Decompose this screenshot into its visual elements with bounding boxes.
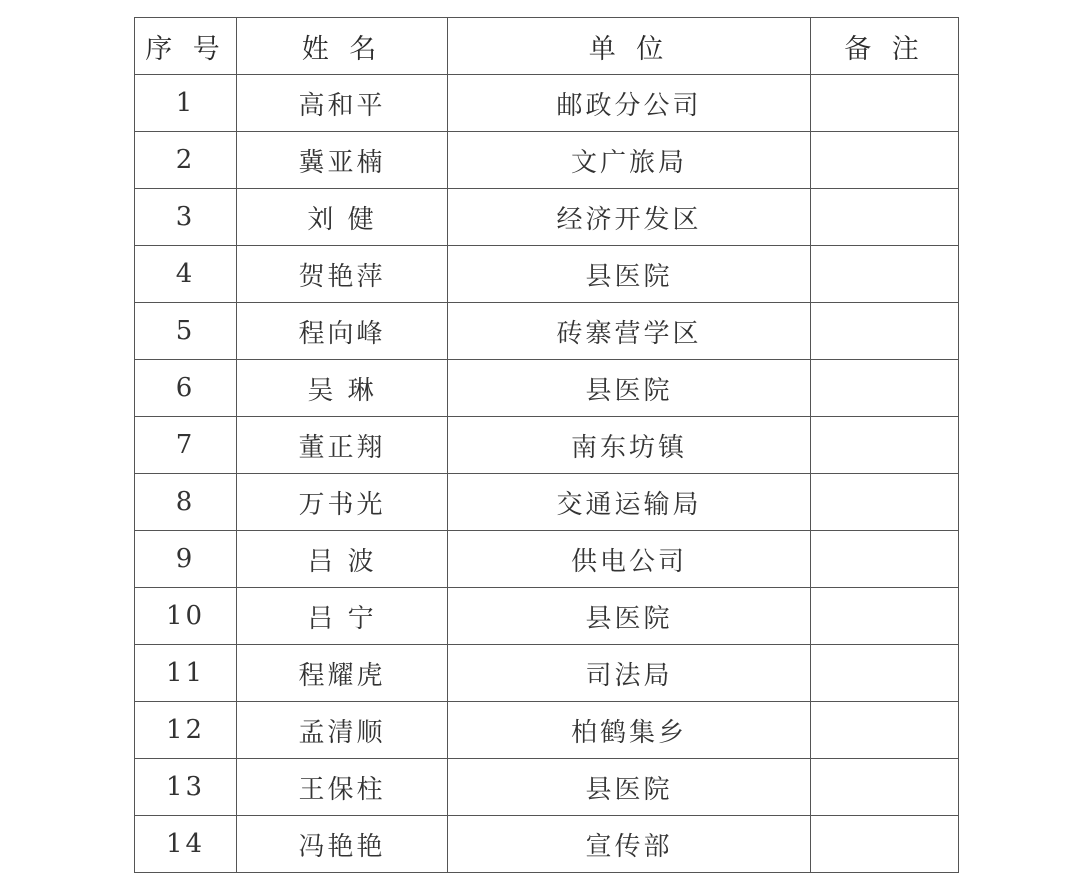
cell-unit: 经济开发区 [448, 189, 811, 246]
cell-number: 2 [135, 132, 237, 189]
header-number: 序 号 [135, 18, 237, 75]
cell-note [811, 303, 959, 360]
cell-name: 吕 波 [237, 531, 448, 588]
cell-note [811, 702, 959, 759]
cell-unit: 县医院 [448, 588, 811, 645]
cell-name: 孟清顺 [237, 702, 448, 759]
table-row [135, 474, 959, 531]
cell-unit: 文广旅局 [448, 132, 811, 189]
cell-number: 13 [135, 759, 237, 816]
table-row [135, 75, 959, 132]
table-row [135, 702, 959, 759]
table-row [135, 132, 959, 189]
table-row [135, 360, 959, 417]
header-unit: 单 位 [448, 18, 811, 75]
cell-number: 3 [135, 189, 237, 246]
cell-note [811, 189, 959, 246]
cell-note [811, 75, 959, 132]
cell-note [811, 360, 959, 417]
cell-note [811, 645, 959, 702]
cell-name: 刘 健 [237, 189, 448, 246]
cell-number: 6 [135, 360, 237, 417]
cell-name: 贺艳萍 [237, 246, 448, 303]
cell-name: 吕 宁 [237, 588, 448, 645]
cell-name: 程耀虎 [237, 645, 448, 702]
cell-note [811, 417, 959, 474]
cell-name: 程向峰 [237, 303, 448, 360]
table-row [135, 417, 959, 474]
roster-table [134, 17, 959, 873]
cell-name: 冯艳艳 [237, 816, 448, 873]
cell-name: 董正翔 [237, 417, 448, 474]
cell-unit: 县医院 [448, 360, 811, 417]
cell-number: 9 [135, 531, 237, 588]
table-row [135, 303, 959, 360]
header-name: 姓 名 [237, 18, 448, 75]
cell-number: 11 [135, 645, 237, 702]
table-row [135, 645, 959, 702]
header-row [135, 18, 959, 75]
cell-number: 8 [135, 474, 237, 531]
cell-unit: 县医院 [448, 759, 811, 816]
cell-unit: 柏鹤集乡 [448, 702, 811, 759]
cell-note [811, 531, 959, 588]
roster-body [135, 75, 959, 873]
cell-note [811, 588, 959, 645]
cell-number: 5 [135, 303, 237, 360]
cell-number: 10 [135, 588, 237, 645]
cell-unit: 交通运输局 [448, 474, 811, 531]
cell-number: 1 [135, 75, 237, 132]
cell-number: 12 [135, 702, 237, 759]
cell-note [811, 816, 959, 873]
table-row [135, 189, 959, 246]
cell-unit: 司法局 [448, 645, 811, 702]
cell-unit: 邮政分公司 [448, 75, 811, 132]
cell-number: 7 [135, 417, 237, 474]
cell-name: 吴 琳 [237, 360, 448, 417]
cell-unit: 南东坊镇 [448, 417, 811, 474]
cell-name: 高和平 [237, 75, 448, 132]
table-row [135, 246, 959, 303]
cell-name: 王保柱 [237, 759, 448, 816]
cell-unit: 砖寨营学区 [448, 303, 811, 360]
cell-name: 冀亚楠 [237, 132, 448, 189]
cell-number: 14 [135, 816, 237, 873]
table-row [135, 588, 959, 645]
table-row [135, 759, 959, 816]
cell-unit: 宣传部 [448, 816, 811, 873]
table-row [135, 816, 959, 873]
cell-unit: 供电公司 [448, 531, 811, 588]
cell-note [811, 759, 959, 816]
cell-number: 4 [135, 246, 237, 303]
cell-name: 万书光 [237, 474, 448, 531]
cell-note [811, 474, 959, 531]
cell-unit: 县医院 [448, 246, 811, 303]
cell-note [811, 132, 959, 189]
cell-note [811, 246, 959, 303]
table-row [135, 531, 959, 588]
roster-sheet [134, 17, 959, 873]
header-note: 备 注 [811, 18, 959, 75]
